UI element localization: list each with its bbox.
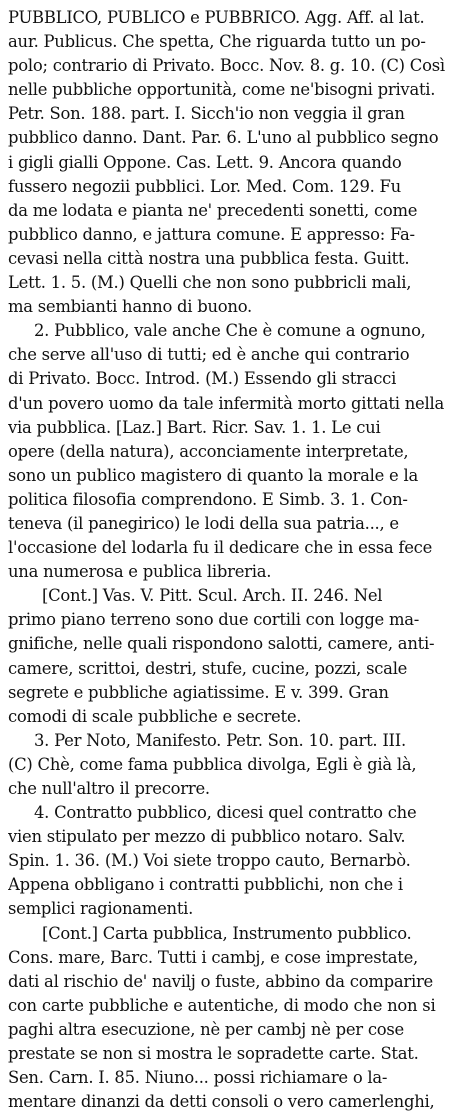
entry-line: prestate se non si mostra le sopradette carte. Stat. — [8, 1044, 419, 1064]
entry-line: di Privato. Bocc. Introd. (M.) Essendo gli stracci — [8, 369, 397, 389]
entry-line: che serve all'uso di tutti; ed è anche qui contrario — [8, 345, 410, 365]
entry-line: fussero negozii pubblici. Lor. Med. Com. 129. Fu — [8, 176, 401, 196]
entry-line: (C) Chè, come fama pubblica divolga, Egli è già là, — [8, 754, 417, 774]
entry-line: d'un povero uomo da tale infermità morto gittati nella — [8, 393, 444, 413]
entry-line: PUBBLICO, PUBLICO e PUBBRICO. Agg. Aff. al lat. — [8, 8, 425, 27]
entry-line: Appena obbligano i contratti pubblichi, non che i — [8, 875, 403, 895]
entry-line: segrete e pubbliche agiatissime. E v. 399. Gran — [8, 682, 389, 702]
cont-line: [Cont.] Vas. V. Pitt. Scul. Arch. II. 246. Nel — [42, 586, 383, 606]
entry-line: aur. Publicus. Che spetta, Che riguarda tutto un po- — [8, 32, 426, 52]
entry-line: Cons. mare, Barc. Tutti i cambj, e cose imprestate, — [8, 947, 418, 967]
entry-line: Petr. Son. 188. part. I. Sicch'io non veggia il gran — [8, 104, 405, 124]
entry-line: polo; contrario di Privato. Bocc. Nov. 8. g. 10. (C) Così — [8, 56, 445, 76]
entry-line: primo piano terreno sono due cortili con logge ma- — [8, 610, 420, 630]
sense-line: 2. Pubblico, vale anche Che è comune a ognuno, — [34, 321, 426, 341]
entry-line: una numerosa e publica libreria. — [8, 562, 272, 582]
sense-line: 4. Contratto pubblico, dicesi quel contratto che — [34, 803, 417, 823]
entry-line: pubblico danno. Dant. Par. 6. L'uno al pubblico segno — [8, 128, 439, 148]
entry-line: con carte pubbliche e autentiche, di modo che non si — [8, 995, 436, 1015]
entry-line: opere (della natura), acconciamente interpretate, — [8, 441, 409, 461]
entry-line: comodi di scale pubbliche e secrete. — [8, 706, 302, 726]
entry-line: da me lodata e pianta ne' precedenti sonetti, come — [8, 200, 418, 220]
entry-line: che null'altro il precorre. — [8, 779, 210, 798]
entry-line: sono un publico magistero di quanto la morale e la — [8, 465, 418, 485]
entry-line: Spin. 1. 36. (M.) Voi siete troppo cauto, Bernarbò. — [8, 851, 411, 871]
entry-line: semplici ragionamenti. — [8, 899, 194, 919]
entry-line: cevasi nella città nostra una pubblica festa. Guitt. — [8, 248, 410, 268]
entry-line: i gigli gialli Oppone. Cas. Lett. 9. Ancora quando — [8, 152, 402, 172]
cont-line: [Cont.] Carta pubblica, Instrumento pubblico. — [42, 923, 412, 943]
entry-line: via pubblica. [Laz.] Bart. Ricr. Sav. 1. 1. Le cui — [8, 417, 381, 437]
entry-line: dati al rischio de' navilj o fuste, abbino da comparire — [8, 971, 433, 991]
entry-line: paghi altra esecuzione, nè per cambj nè per cose — [8, 1019, 404, 1039]
entry-line: vien stipulato per mezzo di pubblico notaro. Salv. — [8, 827, 406, 847]
entry-line: nelle pubbliche opportunità, come ne'bisogni privati. — [8, 80, 436, 100]
entry-line: l'occasione del lodarla fu il dedicare che in essa fece — [8, 538, 433, 558]
entry-line: politica filosofia comprendono. E Simb. 3. 1. Con- — [8, 489, 408, 509]
entry-line: ma sembianti hanno di buono. — [8, 297, 253, 317]
sense-line: 3. Per Noto, Manifesto. Petr. Son. 10. part. III. — [34, 730, 406, 750]
entry-line: camere, scrittoi, destri, stufe, cucine, pozzi, scale — [8, 658, 408, 678]
entry-line: teneva (il panegirico) le lodi della sua patria..., e — [8, 513, 399, 533]
entry-line: Lett. 1. 5. (M.) Quelli che non sono pubbricli mali, — [8, 273, 412, 293]
entry-line: Sen. Carn. I. 85. Niuno... possi richiamare o la- — [8, 1068, 388, 1088]
entry-line: gnifiche, nelle quali rispondono salotti, camere, anti- — [8, 634, 435, 654]
entry-line: pubblico danno, e jattura comune. E appresso: Fa- — [8, 224, 415, 244]
entry-line: mentare dinanzi da detti consoli o vero camerlenghi, — [8, 1092, 435, 1112]
